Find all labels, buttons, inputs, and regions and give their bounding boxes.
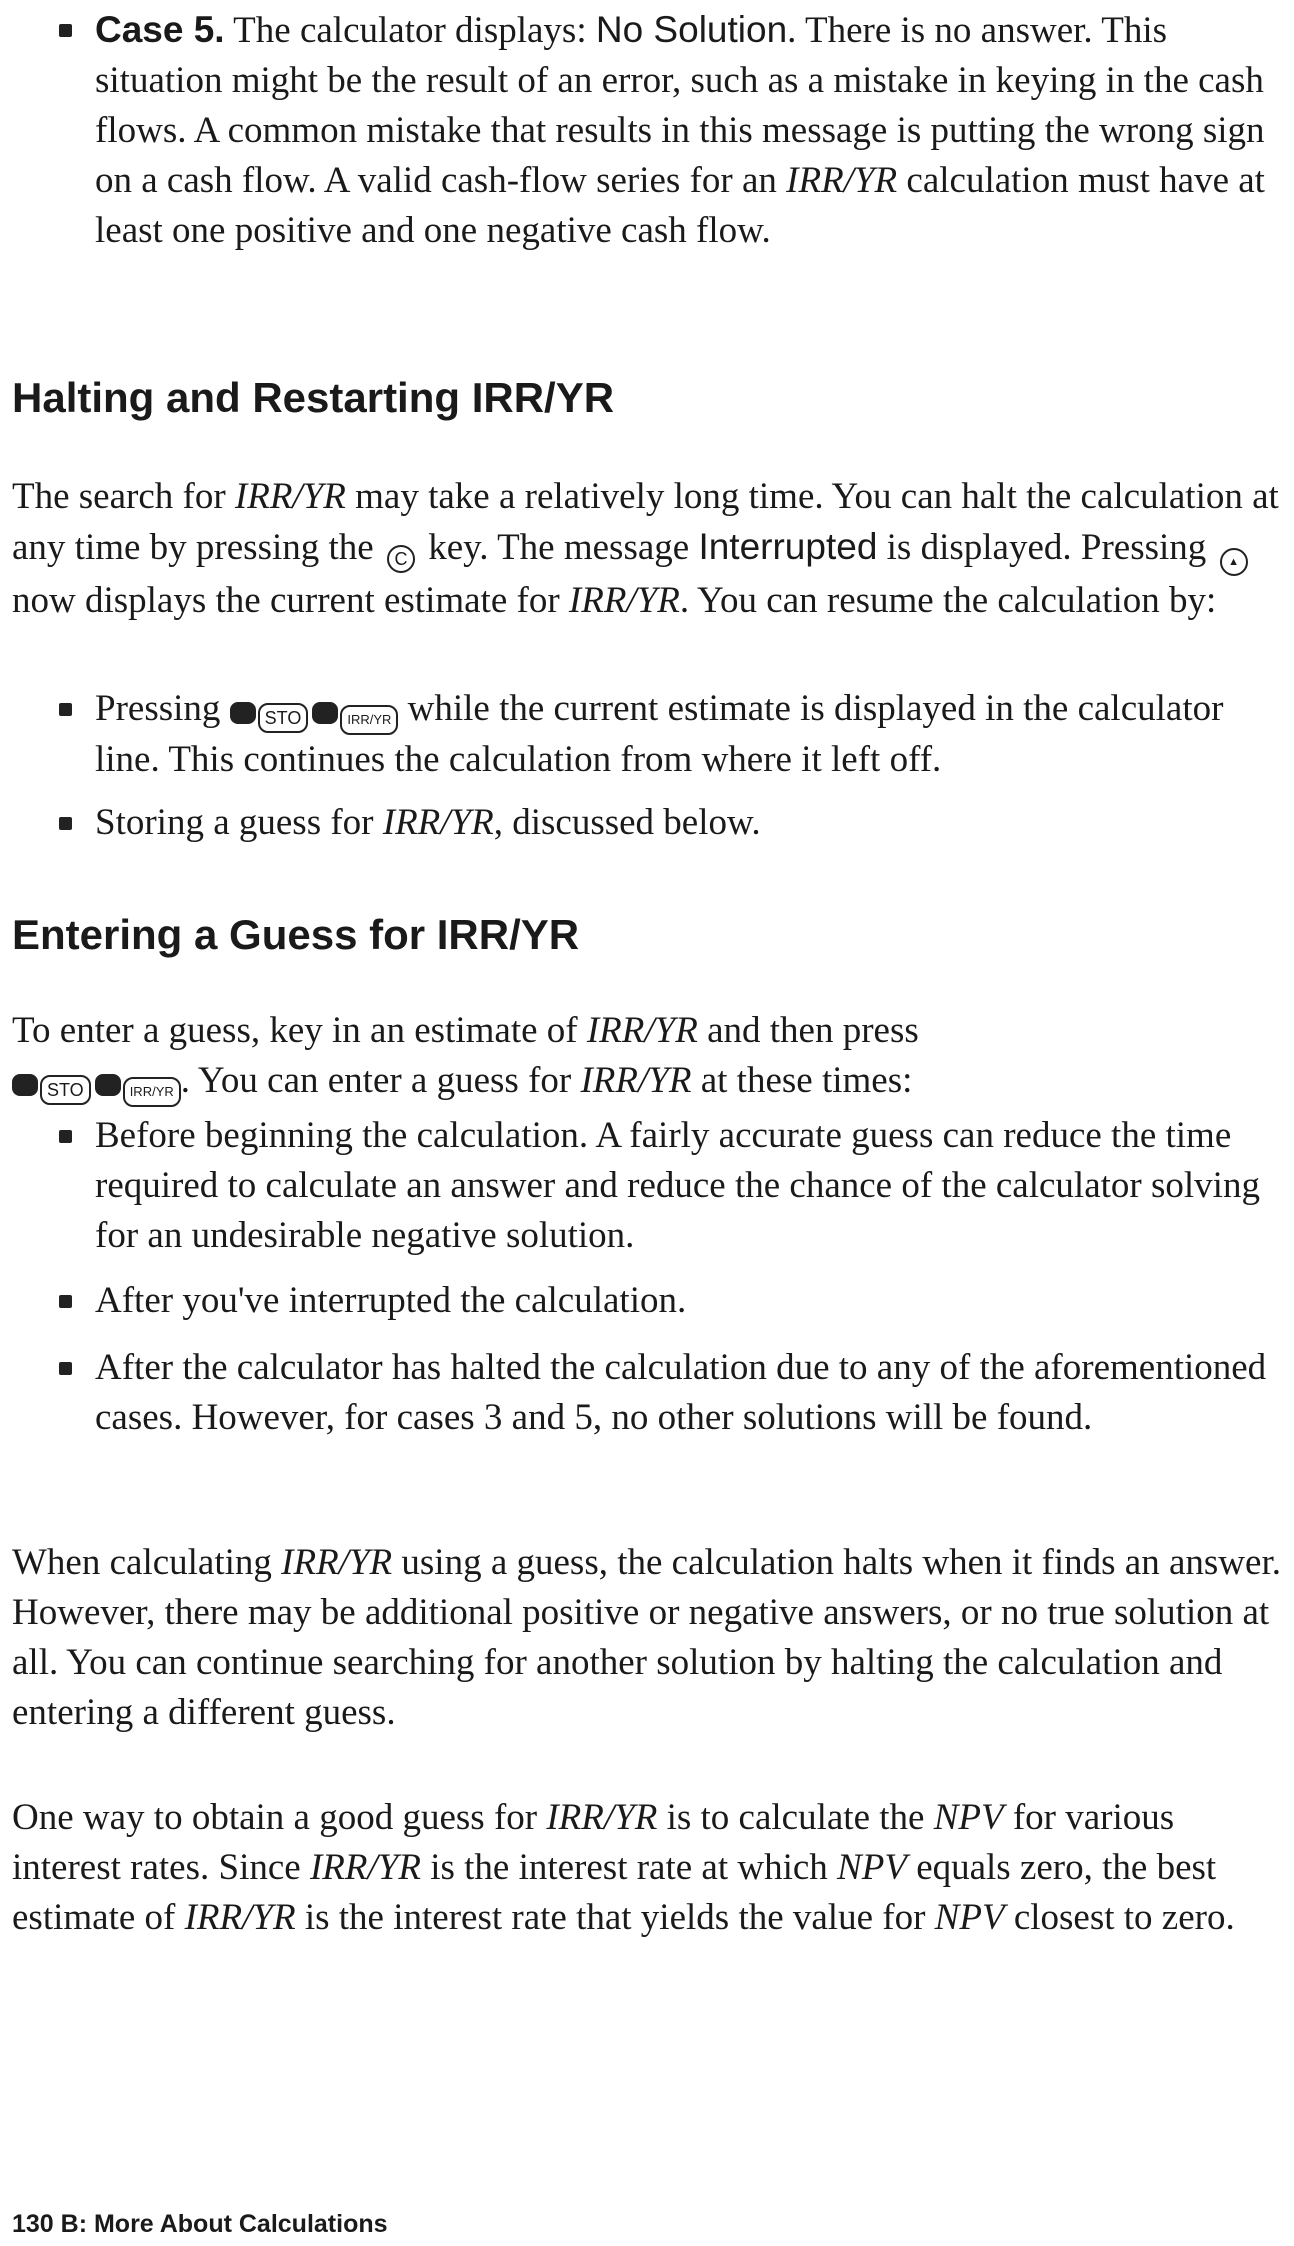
bullet-icon xyxy=(59,817,72,830)
sto-key-icon: STO xyxy=(40,1075,91,1105)
section-heading-halting: Halting and Restarting IRR/YR xyxy=(12,374,615,421)
bullet-icon xyxy=(59,703,72,716)
resume-bullet-pressing: Pressing STO IRR/YR while the current estimate is displayed in the calculator line. This continues the calculation from where it left off. xyxy=(55,684,1287,785)
irr-key-icon: IRR/YR xyxy=(123,1077,181,1107)
bullet-icon xyxy=(59,1362,72,1375)
shift-key-icon xyxy=(312,702,338,724)
sto-key-icon: STO xyxy=(258,703,309,733)
page-footer: 130 B: More About Calculations xyxy=(12,2210,388,2238)
guess-paragraph: To enter a guess, key in an estimate of IRR/YR and then press STO IRR/YR . You can enter a guess for IRR/YR at these times: xyxy=(12,1006,1287,1107)
display-message: No Solution xyxy=(595,9,788,50)
guess-paragraph-2: When calculating IRR/YR using a guess, the calculation halts when it finds an answer. However, there may be additional positive or negative answers, or no true solution at all. You can continue searching for another solution by halting the calculation and entering a different guess. xyxy=(12,1542,1281,1733)
resume-bullet-storing: Storing a guess for IRR/YR, discussed below. xyxy=(55,798,1287,848)
c-key-icon: C xyxy=(387,545,415,573)
bullet-icon xyxy=(59,1130,72,1143)
section-heading-guess: Entering a Guess for IRR/YR xyxy=(12,911,580,958)
shift-key-icon xyxy=(12,1074,38,1096)
guess-bullet-interrupted: After you've interrupted the calculation. xyxy=(55,1276,1287,1326)
guess-bullet-before: Before beginning the calculation. A fairly accurate guess can reduce the time required to calculate an answer and reduce the chance of the calculator solving for an undesirable negative solution. xyxy=(55,1111,1287,1261)
case5-bullet: Case 5. The calculator displays: No Solution. There is no answer. This situation might be the result of an error, such as a mistake in keying in the cash flows. A common mistake that results in this message is putting the wrong sign on a cash flow. A valid cash-flow series for an IRR/YR calculation must have at least one positive and one negative cash flow. xyxy=(55,5,1287,256)
bullet-icon xyxy=(59,1295,72,1308)
guess-bullet-halted: After the calculator has halted the calculation due to any of the aforementioned cases. However, for cases 3 and 5, no other solutions will be found. xyxy=(55,1343,1287,1443)
irr-key-icon: IRR/YR xyxy=(340,705,398,735)
shift-key-icon xyxy=(230,702,256,724)
up-arrow-key-icon: ▲ xyxy=(1220,548,1248,576)
bullet-icon xyxy=(59,24,72,37)
interrupted-message: Interrupted xyxy=(698,526,878,567)
halting-paragraph: The search for IRR/YR may take a relatively long time. You can halt the calculation at any time by pressing the C key. The message Interrupted is displayed. Pressing ▲ now displays the current estimate for IRR/YR. You can resume the calculation by: xyxy=(12,476,1279,621)
guess-paragraph-3: One way to obtain a good guess for IRR/YR is to calculate the NPV for various interest rates. Since IRR/YR is the interest rate at which NPV equals zero, the best estimate of IRR/YR is the interest rate that yields the value for NPV closest to zero. xyxy=(12,1797,1235,1938)
case5-label: Case 5. xyxy=(95,9,225,50)
shift-key-icon xyxy=(95,1074,121,1096)
